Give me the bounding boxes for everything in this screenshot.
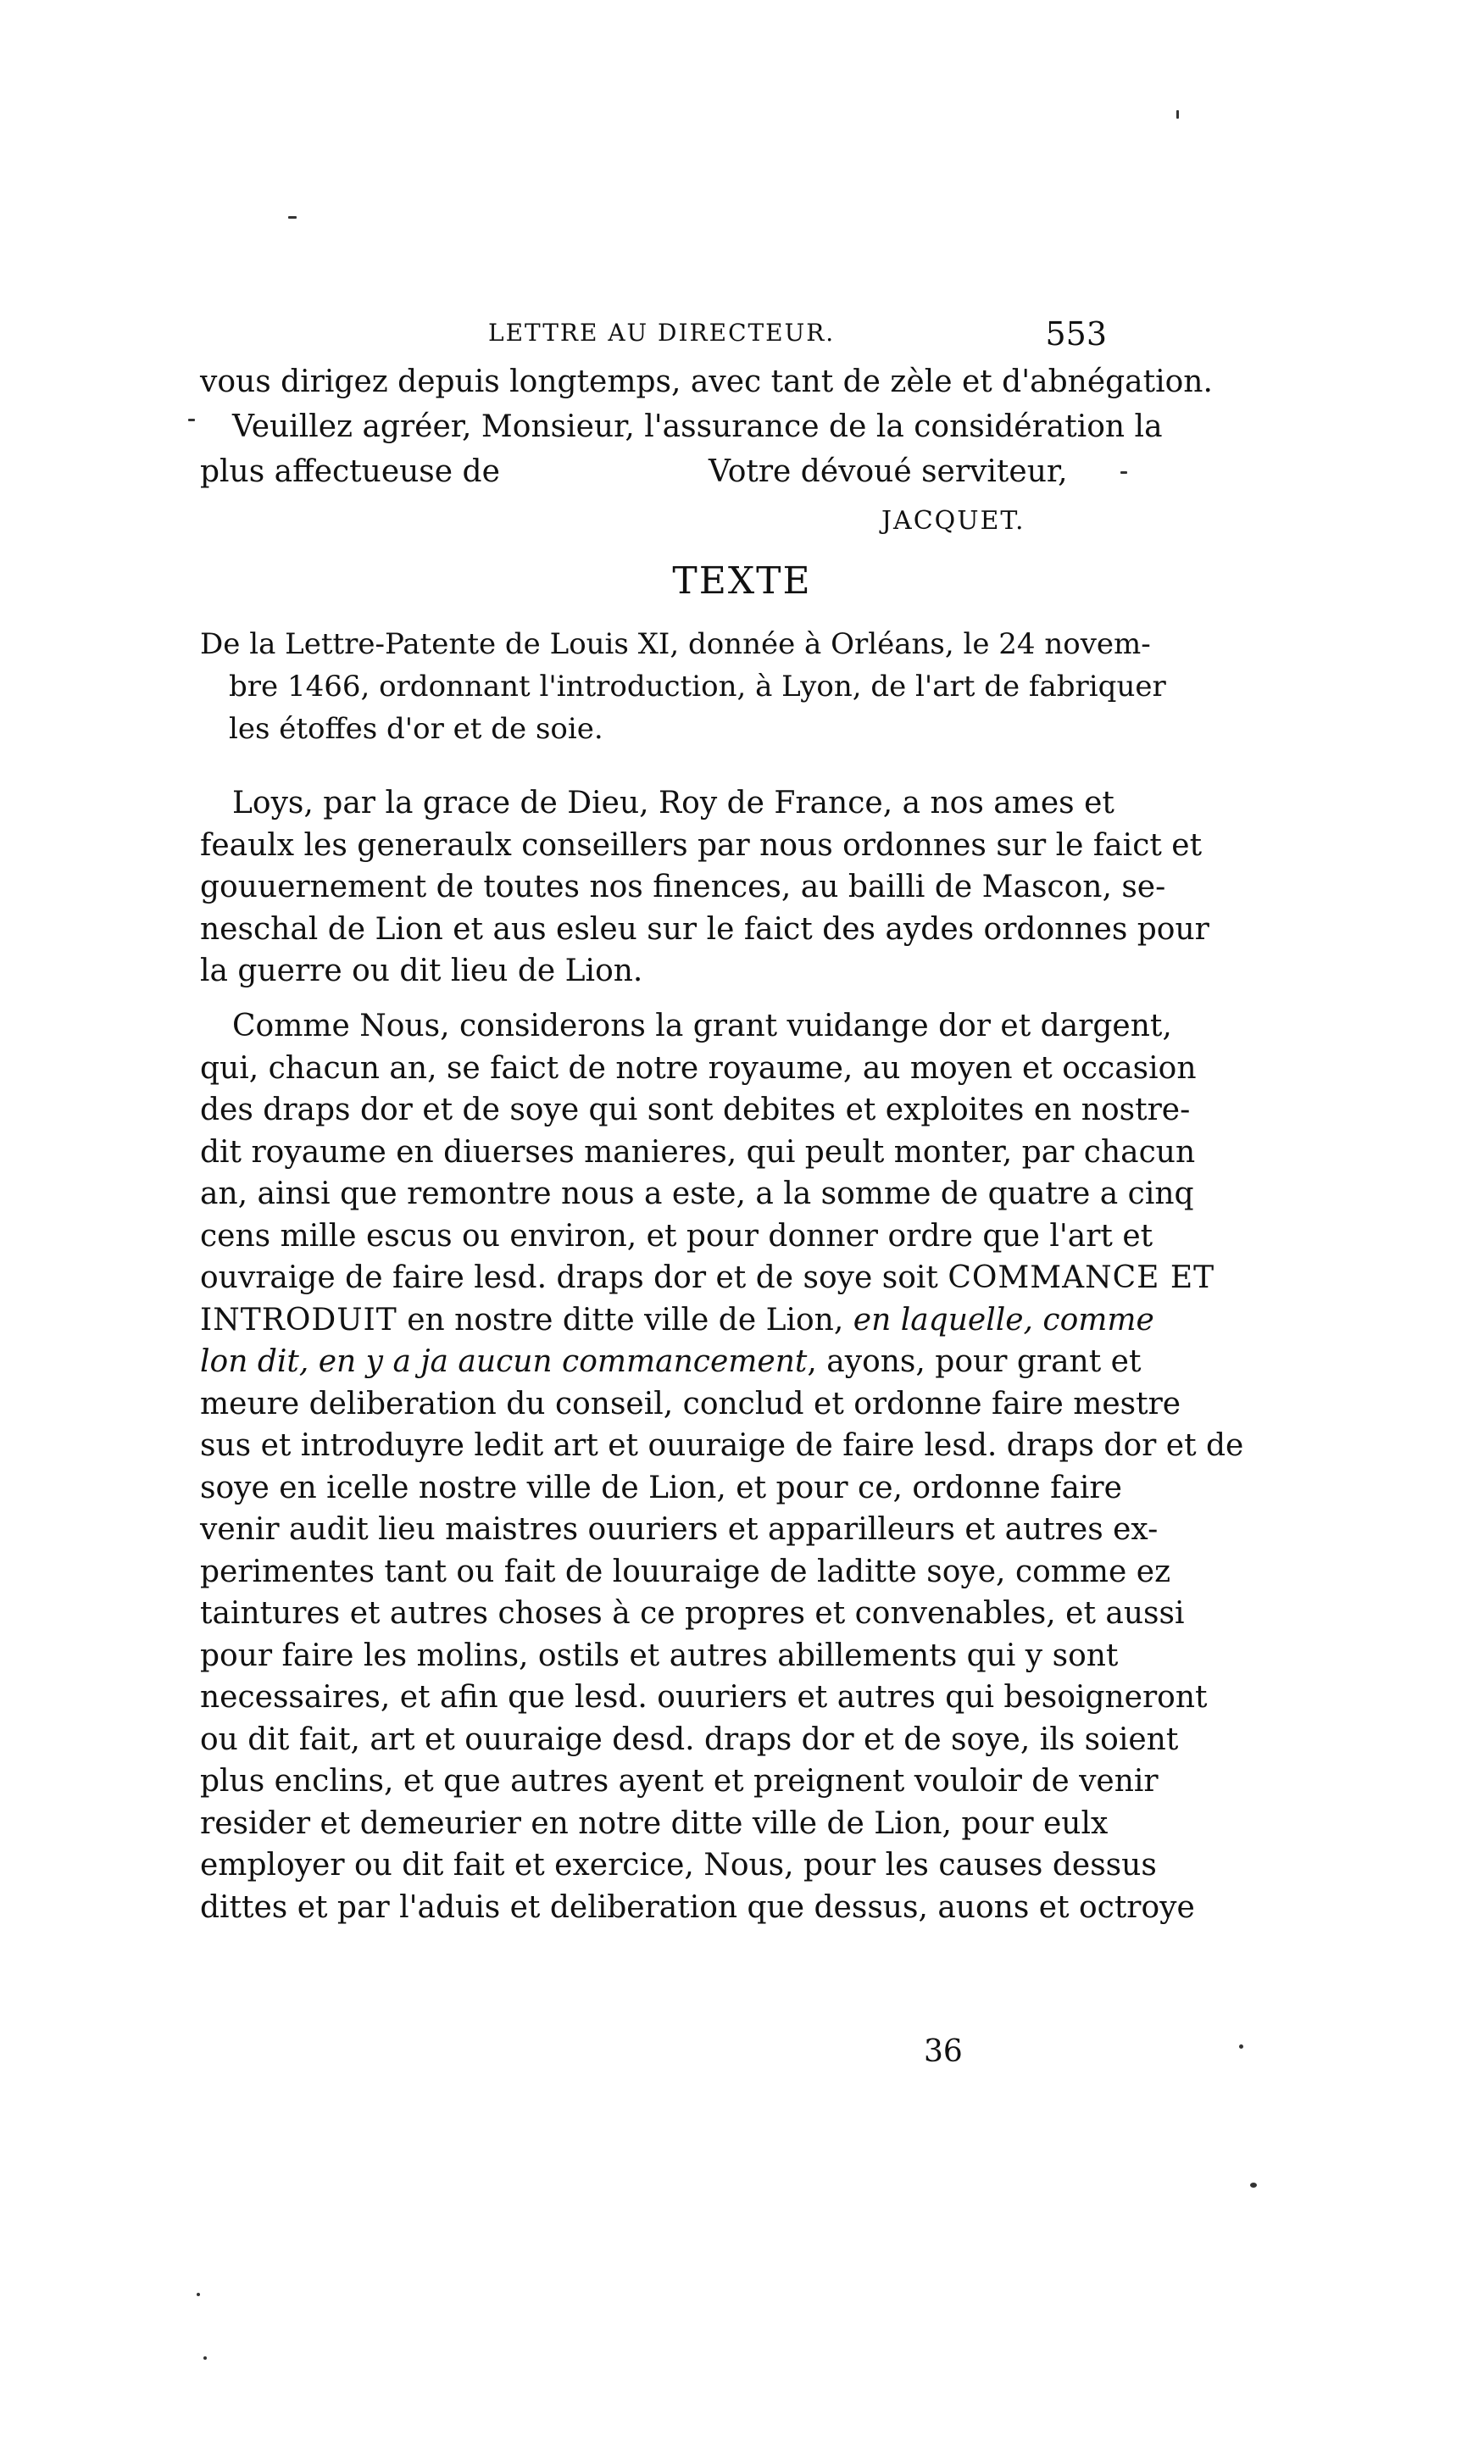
page-speck — [1250, 2183, 1257, 2188]
caption-line: les étoffes d'or et de soie. — [229, 712, 603, 746]
text-line: necessaires, et afin que lesd. ouuriers et autres qui besoigneront — [200, 1680, 1208, 1715]
text-line: dit royaume en diuerses manieres, qui peult monter, par chacun — [200, 1134, 1196, 1170]
caps-phrase: INTRODUIT — [200, 1302, 397, 1338]
page-speck — [188, 419, 195, 421]
caps-phrase: COMMANCE ET — [948, 1260, 1215, 1295]
running-head — [200, 315, 1107, 359]
text-line: perimentes tant ou fait de louuraige de laditte soye, comme ez — [200, 1554, 1171, 1589]
section-caption — [200, 623, 1166, 750]
section-title: TEXTE — [672, 559, 812, 603]
paragraph-one — [200, 782, 1209, 993]
paragraph-two — [200, 1005, 1244, 1928]
caption-line: bre 1466, ordonnant l'introduction, à Lyon, de l'art de fabriquer — [229, 670, 1166, 704]
text-line: vous dirigez depuis longtemps, avec tant de zèle et d'abnégation. — [200, 364, 1213, 399]
text-line — [200, 1299, 1154, 1342]
text-line: des draps dor et de soye qui sont debites et exploites en nostre- — [200, 1093, 1191, 1127]
text-line: sus et introduyre ledit art et ouuraige de faire lesd. draps dor et de — [200, 1428, 1244, 1463]
text-line: an, ainsi que remontre nous a este, a la somme de quatre a cinq — [200, 1176, 1194, 1211]
text-line: cens mille escus ou environ, et pour donner ordre que l'art et — [200, 1218, 1153, 1254]
text-line — [200, 1257, 1215, 1299]
text-line: resider et demeurier en notre ditte ville de Lion, pour eulx — [200, 1805, 1109, 1841]
text-line: soye en icelle nostre ville de Lion, et pour ce, ordonne faire — [200, 1470, 1122, 1505]
page-number: 553 — [1045, 315, 1107, 353]
text-line: Veuillez agréer, Monsieur, l'assurance de la considération la — [232, 409, 1163, 444]
text-line: qui, chacun an, se faict de notre royaume, au moyen et occasion — [200, 1050, 1197, 1086]
page-speck — [1239, 2044, 1243, 2049]
running-title: LETTRE AU DIRECTEUR. — [488, 319, 836, 347]
line-text: , ayons, pour grant et — [807, 1344, 1142, 1379]
text-line: employer ou dit fait et exercice, Nous, pour les causes dessus — [200, 1848, 1157, 1883]
text-line: la guerre ou dit lieu de Lion. — [200, 954, 643, 988]
page-speck — [1120, 471, 1127, 474]
intro-paragraph — [200, 359, 1213, 449]
line-text: ouvraige de faire lesd. draps dor et de soye soit — [200, 1260, 948, 1295]
page-speck — [197, 2293, 200, 2296]
line-text: en nostre ditte ville de Lion, — [397, 1302, 853, 1338]
closing-right: Votre dévoué serviteur, — [709, 454, 1068, 489]
text-line: neschal de Lion et aus esleu sur le faict des aydes ordonnes pour — [200, 911, 1209, 947]
page-speck — [288, 216, 297, 219]
text-line: pour faire les molins, ostils et autres abillements qui y sont — [200, 1638, 1119, 1673]
text-line: plus enclins, et que autres ayent et preignent vouloir de venir — [200, 1764, 1159, 1799]
page-speck — [203, 2356, 207, 2360]
text-line: Loys, par la grace de Dieu, Roy de France, a nos ames et — [232, 786, 1114, 820]
text-line: feaulx les generaulx conseillers par nous ordonnes sur le faict et — [200, 827, 1203, 863]
closing-row — [200, 449, 1107, 494]
text-line: venir audit lieu maistres ouuriers et apparilleurs et autres ex- — [200, 1512, 1159, 1547]
text-line: gouuernement de toutes nos finences, au bailli de Mascon, se- — [200, 870, 1166, 904]
page-speck — [1176, 110, 1179, 119]
text-line: taintures et autres choses à ce propres et convenables, et aussi — [200, 1596, 1185, 1631]
closing-left: plus affectueuse de — [200, 454, 500, 489]
italic-phrase: lon dit, en y a ja aucun commancement — [200, 1344, 808, 1379]
text-line — [200, 1341, 1142, 1383]
printer-signature-mark: 36 — [924, 2034, 963, 2069]
text-line: meure deliberation du conseil, conclud et ordonne faire mestre — [200, 1386, 1181, 1421]
signature-name: JACQUET. — [881, 506, 1025, 536]
text-line: dittes et par l'aduis et deliberation que dessus, auons et octroye — [200, 1889, 1195, 1925]
caption-line: De la Lettre-Patente de Louis XI, donnée à Orléans, le 24 novem- — [200, 627, 1151, 661]
italic-phrase: en laquelle, comme — [853, 1302, 1154, 1338]
text-line: Comme Nous, considerons la grant vuidange dor et dargent, — [232, 1009, 1172, 1043]
text-line: ou dit fait, art et ouuraige desd. draps dor et de soye, ils soient — [200, 1721, 1179, 1757]
